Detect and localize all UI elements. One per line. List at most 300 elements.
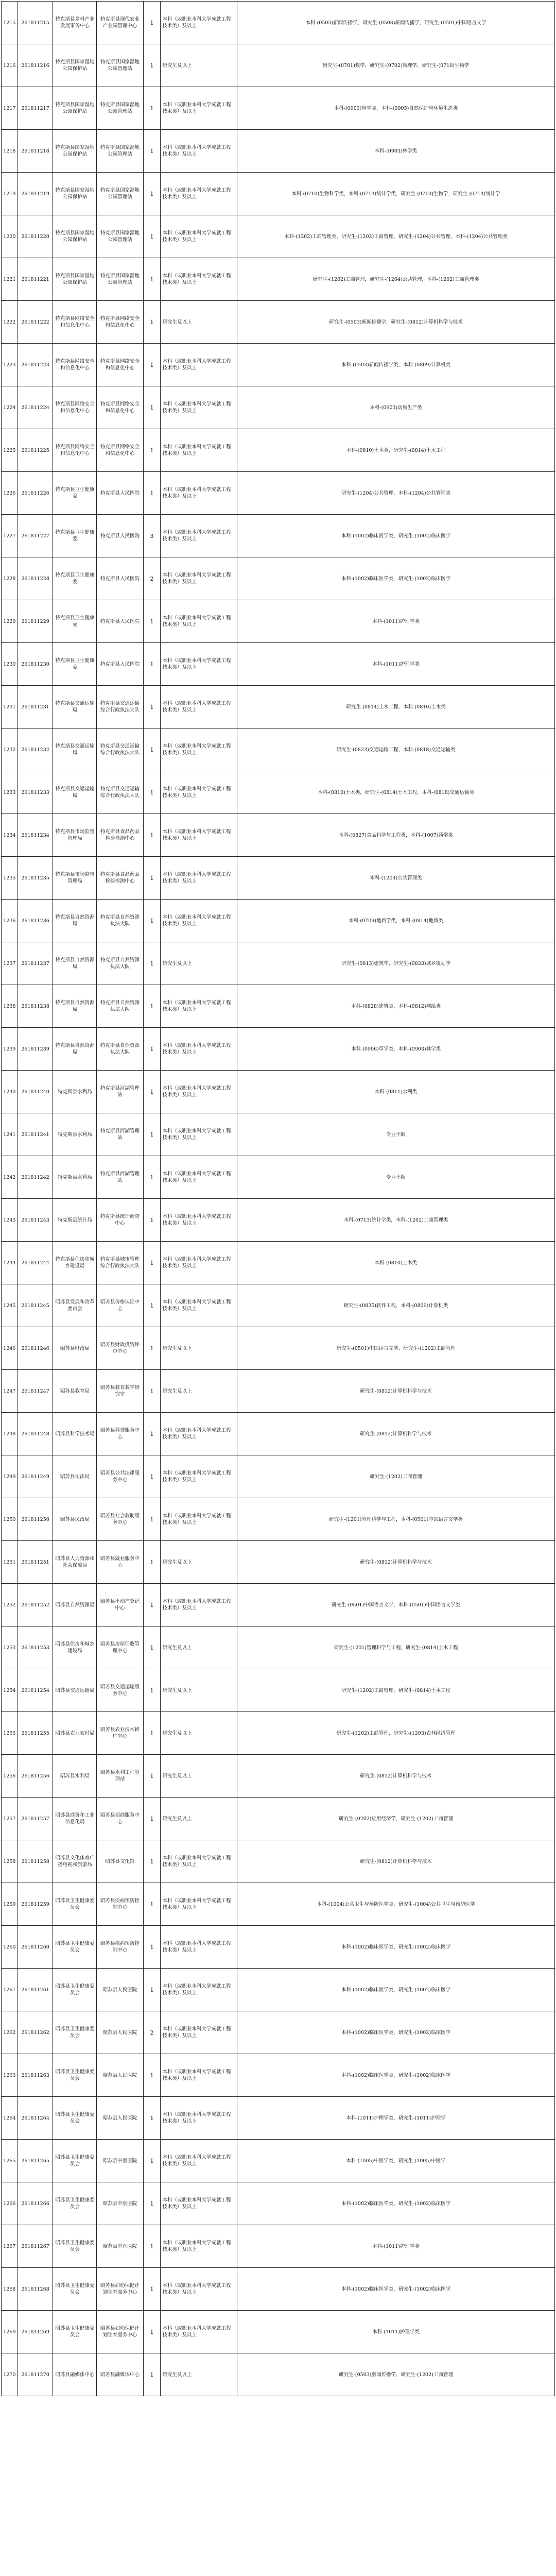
unit-cell: 特克斯县人民医院 [97,472,143,515]
major-cell: 研究生-(1202)工商管理 [237,1455,555,1498]
major-cell: 研究生-(1204)公共管理，本科-(1204)公共管理类 [237,472,555,515]
education-cell: 本科（或职业本科大学成就工程技术类）及以上 [161,1028,237,1071]
row-number-cell: 1243 [2,1199,18,1242]
row-number-cell: 1265 [2,2140,18,2182]
department-cell: 特克斯县自然资源局 [53,985,97,1028]
row-number-cell: 1260 [2,1926,18,1969]
department-cell: 昭苏县文化体育广播电视和旅游局 [53,1840,97,1883]
table-row [2,1455,555,1498]
unit-cell: 昭苏县妇幼保健计划生育服务中心 [97,2268,143,2311]
count-cell: 1 [143,2097,161,2140]
count-cell: 2 [143,2011,161,2054]
row-number-cell: 1268 [2,2268,18,2311]
education-cell: 本科（或职业本科大学成就工程技术类）及以上 [161,2011,237,2054]
major-cell: 本科-(1002)临床医学类，研究生-(1002)临床医学 [237,2268,555,2311]
count-cell: 1 [143,1284,161,1327]
position-code-cell: 261811230 [18,643,53,686]
major-cell: 本科-(0503)新闻传播学类，本科-(0809)计算机类 [237,344,555,386]
count-cell: 1 [143,1156,161,1199]
row-number-cell: 1261 [2,1969,18,2011]
position-code-cell: 261811233 [18,771,53,814]
major-cell: 本科-(1011)护理学类 [237,643,555,686]
education-cell: 本科（或职业本科大学成就工程技术类）及以上 [161,130,237,173]
position-code-cell: 261811268 [18,2268,53,2311]
position-code-cell: 261811234 [18,814,53,857]
unit-cell: 昭苏县文化馆 [97,1840,143,1883]
education-cell: 研究生及以上 [161,942,237,985]
table-row [2,515,555,557]
count-cell: 1 [143,1712,161,1755]
position-code-cell: 261811226 [18,472,53,515]
department-cell: 特克斯县国家湿地公园保护站 [53,130,97,173]
row-number-cell: 1244 [2,1242,18,1284]
position-code-cell: 261811250 [18,1498,53,1541]
position-code-cell: 261811258 [18,1840,53,1883]
education-cell: 本科（或职业本科大学成就工程技术类）及以上 [161,1113,237,1156]
department-cell: 特克斯县国家湿地公园保护站 [53,44,97,87]
position-code-cell: 261811249 [18,1455,53,1498]
table-row [2,1755,555,1798]
major-cell: 研究生-(1201)管理科学与工程，研究生-(0814)土木工程 [237,1626,555,1669]
major-cell: 研究生-(0701)数学，研究生-(0702)物理学，研究生-(0710)生物学 [237,44,555,87]
position-code-cell: 261811259 [18,1883,53,1926]
department-cell: 特克斯县卫生健康委 [53,557,97,600]
position-code-cell: 261811267 [18,2225,53,2268]
education-cell: 本科（或职业本科大学成就工程技术类）及以上 [161,1242,237,1284]
department-cell: 昭苏县自然资源局 [53,1584,97,1626]
position-code-cell: 261811222 [18,301,53,344]
department-cell: 昭苏县卫生健康委员会 [53,2011,97,2054]
major-cell: 本科-(0903)动物生产类 [237,386,555,429]
education-cell: 研究生及以上 [161,1712,237,1755]
education-cell: 本科（或职业本科大学成就工程技术类）及以上 [161,2054,237,2097]
table-row [2,1156,555,1199]
position-code-cell: 261811240 [18,1071,53,1113]
department-cell: 昭苏县卫生健康委员会 [53,2097,97,2140]
major-cell: 本科-(1002)临床医学类，研究生-(1002)临床医学 [237,2054,555,2097]
position-code-cell: 261811227 [18,515,53,557]
row-number-cell: 1236 [2,900,18,942]
department-cell: 特克斯县卫生健康委 [53,643,97,686]
major-cell: 本科-(1011)护理学类 [237,600,555,643]
row-number-cell: 1229 [2,600,18,643]
major-cell: 研究生-(1202)工商管理，研究生-(0814)土木工程 [237,1669,555,1712]
department-cell: 昭苏县卫生健康委员会 [53,2268,97,2311]
unit-cell: 昭苏县交通运输服务中心 [97,1669,143,1712]
count-cell: 1 [143,1370,161,1413]
education-cell: 本科（或职业本科大学成就工程技术类）及以上 [161,472,237,515]
unit-cell: 昭苏县招商服务中心 [97,1798,143,1840]
major-cell: 专业不限 [237,1156,555,1199]
department-cell: 昭苏县卫生健康委员会 [53,2054,97,2097]
education-cell: 本科（或职业本科大学成就工程技术类）及以上 [161,1156,237,1199]
education-cell: 本科（或职业本科大学成就工程技术类）及以上 [161,1498,237,1541]
major-cell: 本科-(0903)林学类，本科-(0905)自然保护与环境生态类 [237,87,555,130]
education-cell: 本科（或职业本科大学成就工程技术类）及以上 [161,1455,237,1498]
position-code-cell: 261811256 [18,1755,53,1798]
count-cell: 1 [143,771,161,814]
count-cell: 1 [143,1541,161,1584]
major-cell: 本科-(0503)新闻传播学，研究生-(0503)新闻传播学，研究生-(0501)中国语言文学 [237,2,555,44]
position-code-cell: 261811248 [18,1413,53,1455]
unit-cell: 昭苏县就业服务中心 [97,1541,143,1584]
major-cell: 研究生-(1201)管理科学与工程，本科-(0501)中国语言文学类 [237,1498,555,1541]
major-cell: 研究生-(1202)工商管理，研究生-(1203)农林经济管理 [237,1712,555,1755]
education-cell: 本科（或职业本科大学成就工程技术类）及以上 [161,1883,237,1926]
department-cell: 特克斯县国家湿地公园保护站 [53,215,97,258]
major-cell: 研究生-(0823)交通运输工程，本科-(0818)交通运输类 [237,728,555,771]
unit-cell: 昭苏县不动产登记中心 [97,1584,143,1626]
unit-cell: 特克斯县网络安全和信息化中心 [97,344,143,386]
count-cell: 1 [143,2225,161,2268]
education-cell: 本科（或职业本科大学成就工程技术类）及以上 [161,2,237,44]
position-code-cell: 261811232 [18,728,53,771]
major-cell: 本科-(0709)地质学类，本科-(0814)地质类 [237,900,555,942]
unit-cell: 特克斯县国家湿地公园管理站 [97,130,143,173]
position-code-cell: 261811229 [18,600,53,643]
row-number-cell: 1221 [2,258,18,301]
department-cell: 特克斯县网络安全和信息化中心 [53,429,97,472]
unit-cell: 昭苏县融媒体中心 [97,2353,143,2396]
table-row [2,386,555,429]
row-number-cell: 1227 [2,515,18,557]
row-number-cell: 1218 [2,130,18,173]
major-cell: 研究生-(0812)计算机科学与技术 [237,1840,555,1883]
table-row [2,1584,555,1626]
count-cell: 1 [143,2054,161,2097]
row-number-cell: 1230 [2,643,18,686]
table-row [2,857,555,900]
table-row [2,1626,555,1669]
department-cell: 特克斯县国家湿地公园保护站 [53,87,97,130]
count-cell: 1 [143,1584,161,1626]
position-code-cell: 261811242 [18,1156,53,1199]
row-number-cell: 1248 [2,1413,18,1455]
count-cell: 1 [143,857,161,900]
unit-cell: 特克斯县网络安全和信息化中心 [97,429,143,472]
unit-cell: 特克斯县食品药品检验检测中心 [97,857,143,900]
department-cell: 特克斯县交通运输局 [53,771,97,814]
count-cell: 1 [143,386,161,429]
row-number-cell: 1247 [2,1370,18,1413]
count-cell: 1 [143,686,161,728]
education-cell: 本科（或职业本科大学成就工程技术类）及以上 [161,1584,237,1626]
position-code-cell: 261811264 [18,2097,53,2140]
count-cell: 1 [143,1969,161,2011]
major-cell: 本科-(1202)工商管理类，研究生-(1202)工商管理，研究生-(1204)公共管理，本科-(1204)公共管理类 [237,215,555,258]
table-row [2,2140,555,2182]
row-number-cell: 1222 [2,301,18,344]
department-cell: 特克斯县交通运输局 [53,686,97,728]
row-number-cell: 1264 [2,2097,18,2140]
count-cell: 1 [143,173,161,215]
major-cell: 本科-(0811)水利类 [237,1071,555,1113]
department-cell: 昭苏县发展和改革委员会 [53,1284,97,1327]
row-number-cell: 1254 [2,1669,18,1712]
education-cell: 本科（或职业本科大学成就工程技术类）及以上 [161,1969,237,2011]
count-cell: 1 [143,985,161,1028]
table-row [2,1242,555,1284]
count-cell: 1 [143,1840,161,1883]
count-cell: 1 [143,1199,161,1242]
major-cell: 本科-(1002)临床医学类，研究生-(1002)临床医学 [237,557,555,600]
table-row [2,1498,555,1541]
education-cell: 研究生及以上 [161,1798,237,1840]
position-code-cell: 261811215 [18,2,53,44]
position-code-cell: 261811221 [18,258,53,301]
education-cell: 研究生及以上 [161,1669,237,1712]
count-cell: 1 [143,1071,161,1113]
table-row [2,1413,555,1455]
table-row [2,2268,555,2311]
table-row [2,2311,555,2353]
major-cell: 研究生-(1202)工商管理，研究生-(1204)公共管理，本科-(1202)工商管理类 [237,258,555,301]
position-code-cell: 261811263 [18,2054,53,2097]
row-number-cell: 1251 [2,1541,18,1584]
count-cell: 1 [143,344,161,386]
department-cell: 昭苏县融媒体中心 [53,2353,97,2396]
count-cell: 1 [143,1883,161,1926]
department-cell: 特克斯县自然资源局 [53,900,97,942]
row-number-cell: 1235 [2,857,18,900]
unit-cell: 昭苏县人民医院 [97,2097,143,2140]
unit-cell: 昭苏县社会救助服务中心 [97,1498,143,1541]
row-number-cell: 1215 [2,2,18,44]
table-row [2,1071,555,1113]
department-cell: 特克斯县市场监督管理局 [53,814,97,857]
education-cell: 本科（或职业本科大学成就工程技术类）及以上 [161,643,237,686]
major-cell: 研究生-(0812)计算机科学与技术 [237,1370,555,1413]
department-cell: 特克斯县国家湿地公园保护站 [53,258,97,301]
department-cell: 昭苏县商务和工业信息化局 [53,1798,97,1840]
row-number-cell: 1262 [2,2011,18,2054]
department-cell: 特克斯县卫生健康委 [53,515,97,557]
count-cell: 1 [143,1926,161,1969]
major-cell: 本科-(1204)公共管理类 [237,857,555,900]
major-cell: 研究生-(0812)计算机科学与技术 [237,1541,555,1584]
department-cell: 昭苏县司法局 [53,1455,97,1498]
position-code-cell: 261811261 [18,1969,53,2011]
count-cell: 1 [143,1413,161,1455]
table-row [2,1284,555,1327]
major-cell: 本科-(1011)护理学类 [237,2225,555,2268]
major-cell: 本科-(1011)护理学类 [237,2311,555,2353]
position-code-cell: 261811224 [18,386,53,429]
row-number-cell: 1253 [2,1626,18,1669]
unit-cell: 昭苏县人民医院 [97,2054,143,2097]
count-cell: 1 [143,1669,161,1712]
major-cell: 研究生-(0812)计算机科学与技术 [237,1755,555,1798]
education-cell: 本科（或职业本科大学成就工程技术类）及以上 [161,728,237,771]
table-row [2,1199,555,1242]
unit-cell: 昭苏县中医医院 [97,2225,143,2268]
count-cell: 1 [143,2,161,44]
row-number-cell: 1258 [2,1840,18,1883]
unit-cell: 昭苏县疾病预防控制中心 [97,1883,143,1926]
department-cell: 昭苏县住房和城乡建设局 [53,1626,97,1669]
education-cell: 本科（或职业本科大学成就工程技术类）及以上 [161,557,237,600]
department-cell: 昭苏县民政局 [53,1498,97,1541]
education-cell: 研究生及以上 [161,1327,237,1370]
education-cell: 研究生及以上 [161,44,237,87]
count-cell: 1 [143,900,161,942]
education-cell: 本科（或职业本科大学成就工程技术类）及以上 [161,1199,237,1242]
unit-cell: 特克斯县自然资源执法大队 [97,900,143,942]
department-cell: 昭苏县卫生健康委员会 [53,1969,97,2011]
count-cell: 1 [143,130,161,173]
major-cell: 研究生-(0503)新闻传播学，研究生-(1202)工商管理 [237,2353,555,2396]
table-row [2,728,555,771]
position-code-cell: 261811216 [18,44,53,87]
position-code-cell: 261811252 [18,1584,53,1626]
education-cell: 研究生及以上 [161,1755,237,1798]
unit-cell: 特克斯县交通运输综合行政执法大队 [97,686,143,728]
education-cell: 本科（或职业本科大学成就工程技术类）及以上 [161,515,237,557]
count-cell: 1 [143,258,161,301]
education-cell: 本科（或职业本科大学成就工程技术类）及以上 [161,1413,237,1455]
count-cell: 1 [143,472,161,515]
row-number-cell: 1266 [2,2182,18,2225]
position-code-cell: 261811269 [18,2311,53,2353]
position-code-cell: 261811217 [18,87,53,130]
education-cell: 研究生及以上 [161,1541,237,1584]
table-row [2,900,555,942]
table-row [2,2,555,44]
position-code-cell: 261811218 [18,130,53,173]
count-cell: 1 [143,1455,161,1498]
table-row [2,258,555,301]
major-cell: 本科-(0810)土木类，研究生-(0814)土木工程，本科-(0818)交通运输类 [237,771,555,814]
row-number-cell: 1217 [2,87,18,130]
count-cell: 1 [143,1498,161,1541]
department-cell: 特克斯县网络安全和信息化中心 [53,344,97,386]
table-row [2,130,555,173]
department-cell: 特克斯县乡村产业发展事务中心 [53,2,97,44]
department-cell: 特克斯县网络安全和信息化中心 [53,386,97,429]
department-cell: 昭苏县财政局 [53,1327,97,1370]
position-code-cell: 261811255 [18,1712,53,1755]
count-cell: 1 [143,44,161,87]
unit-cell: 昭苏县人民医院 [97,1969,143,2011]
unit-cell: 特克斯县人民医院 [97,557,143,600]
education-cell: 本科（或职业本科大学成就工程技术类）及以上 [161,344,237,386]
count-cell: 1 [143,728,161,771]
position-code-cell: 261811219 [18,173,53,215]
table-row [2,87,555,130]
row-number-cell: 1238 [2,985,18,1028]
education-cell: 本科（或职业本科大学成就工程技术类）及以上 [161,686,237,728]
table-row [2,1541,555,1584]
unit-cell: 昭苏县价格认证中心 [97,1284,143,1327]
position-code-cell: 261811254 [18,1669,53,1712]
table-row [2,1669,555,1712]
unit-cell: 特克斯县国家湿地公园管理站 [97,44,143,87]
department-cell: 昭苏县交通运输局 [53,1669,97,1712]
major-cell: 本科-(0906)草学类，本科-(0903)林学类 [237,1028,555,1071]
major-cell: 研究生-(0503)新闻传播学，研究生-(0812)计算机科学与技术 [237,301,555,344]
position-code-cell: 261811235 [18,857,53,900]
education-cell: 本科（或职业本科大学成就工程技术类）及以上 [161,1071,237,1113]
department-cell: 昭苏县卫生健康委员会 [53,2140,97,2182]
count-cell: 1 [143,2268,161,2311]
major-cell: 研究生-(0202)应用经济学，研究生-(1202)工商管理 [237,1798,555,1840]
count-cell: 1 [143,1755,161,1798]
table-row [2,600,555,643]
row-number-cell: 1239 [2,1028,18,1071]
position-code-cell: 261811237 [18,942,53,985]
major-cell: 本科-(1002)临床医学类，研究生-(1002)临床医学 [237,2011,555,2054]
count-cell: 1 [143,1242,161,1284]
department-cell: 特克斯县国家湿地公园保护站 [53,173,97,215]
unit-cell: 昭苏县中医医院 [97,2182,143,2225]
count-cell: 1 [143,814,161,857]
position-code-cell: 261811220 [18,215,53,258]
row-number-cell: 1219 [2,173,18,215]
education-cell: 本科（或职业本科大学成就工程技术类）及以上 [161,215,237,258]
major-cell: 研究生-(0501)中国语言文学，本科-(0501)中国语言文学类 [237,1584,555,1626]
unit-cell: 特克斯县自然资源执法大队 [97,1028,143,1071]
major-cell: 专业不限 [237,1113,555,1156]
count-cell: 1 [143,643,161,686]
count-cell: 2 [143,557,161,600]
education-cell: 本科（或职业本科大学成就工程技术类）及以上 [161,87,237,130]
department-cell: 昭苏县教育局 [53,1370,97,1413]
count-cell: 1 [143,1113,161,1156]
row-number-cell: 1237 [2,942,18,985]
count-cell: 1 [143,1798,161,1840]
education-cell: 本科（或职业本科大学成就工程技术类）及以上 [161,2182,237,2225]
position-code-cell: 261811225 [18,429,53,472]
unit-cell: 昭苏县房屋征收管理中心 [97,1626,143,1669]
major-cell: 本科-(0810)土木类，研究生-(0814)土木工程 [237,429,555,472]
education-cell: 本科（或职业本科大学成就工程技术类）及以上 [161,173,237,215]
unit-cell: 特克斯县河湖管理站 [97,1156,143,1199]
table-row [2,429,555,472]
count-cell: 1 [143,600,161,643]
major-cell: 本科-(0810)土木类 [237,1242,555,1284]
education-cell: 本科（或职业本科大学成就工程技术类）及以上 [161,386,237,429]
department-cell: 昭苏县卫生健康委员会 [53,2182,97,2225]
position-code-cell: 261811260 [18,1926,53,1969]
unit-cell: 特克斯县现代农业产业园管理中心 [97,2,143,44]
row-number-cell: 1226 [2,472,18,515]
table-row [2,557,555,600]
education-cell: 本科（或职业本科大学成就工程技术类）及以上 [161,2225,237,2268]
department-cell: 特克斯县卫生健康委 [53,600,97,643]
position-code-cell: 261811223 [18,344,53,386]
major-cell: 研究生-(0812)计算机科学与技术 [237,1413,555,1455]
department-cell: 昭苏县卫生健康委员会 [53,2311,97,2353]
education-cell: 本科（或职业本科大学成就工程技术类）及以上 [161,1284,237,1327]
position-code-cell: 261811246 [18,1327,53,1370]
education-cell: 本科（或职业本科大学成就工程技术类）及以上 [161,814,237,857]
education-cell: 本科（或职业本科大学成就工程技术类）及以上 [161,2311,237,2353]
table-row [2,771,555,814]
education-cell: 研究生及以上 [161,1370,237,1413]
unit-cell: 特克斯县统计调查中心 [97,1199,143,1242]
education-cell: 本科（或职业本科大学成就工程技术类）及以上 [161,985,237,1028]
department-cell: 特克斯县水利局 [53,1156,97,1199]
major-cell: 研究生-(0814)土木工程，本科-(0810)土木类 [237,686,555,728]
count-cell: 1 [143,301,161,344]
major-cell: 本科-(0713)统计学类，本科-(1202)工商管理类 [237,1199,555,1242]
row-number-cell: 1223 [2,344,18,386]
count-cell: 1 [143,1028,161,1071]
positions-table-body [2,2,555,2396]
table-row [2,2011,555,2054]
unit-cell: 特克斯县网络安全和信息化中心 [97,386,143,429]
table-row [2,643,555,686]
